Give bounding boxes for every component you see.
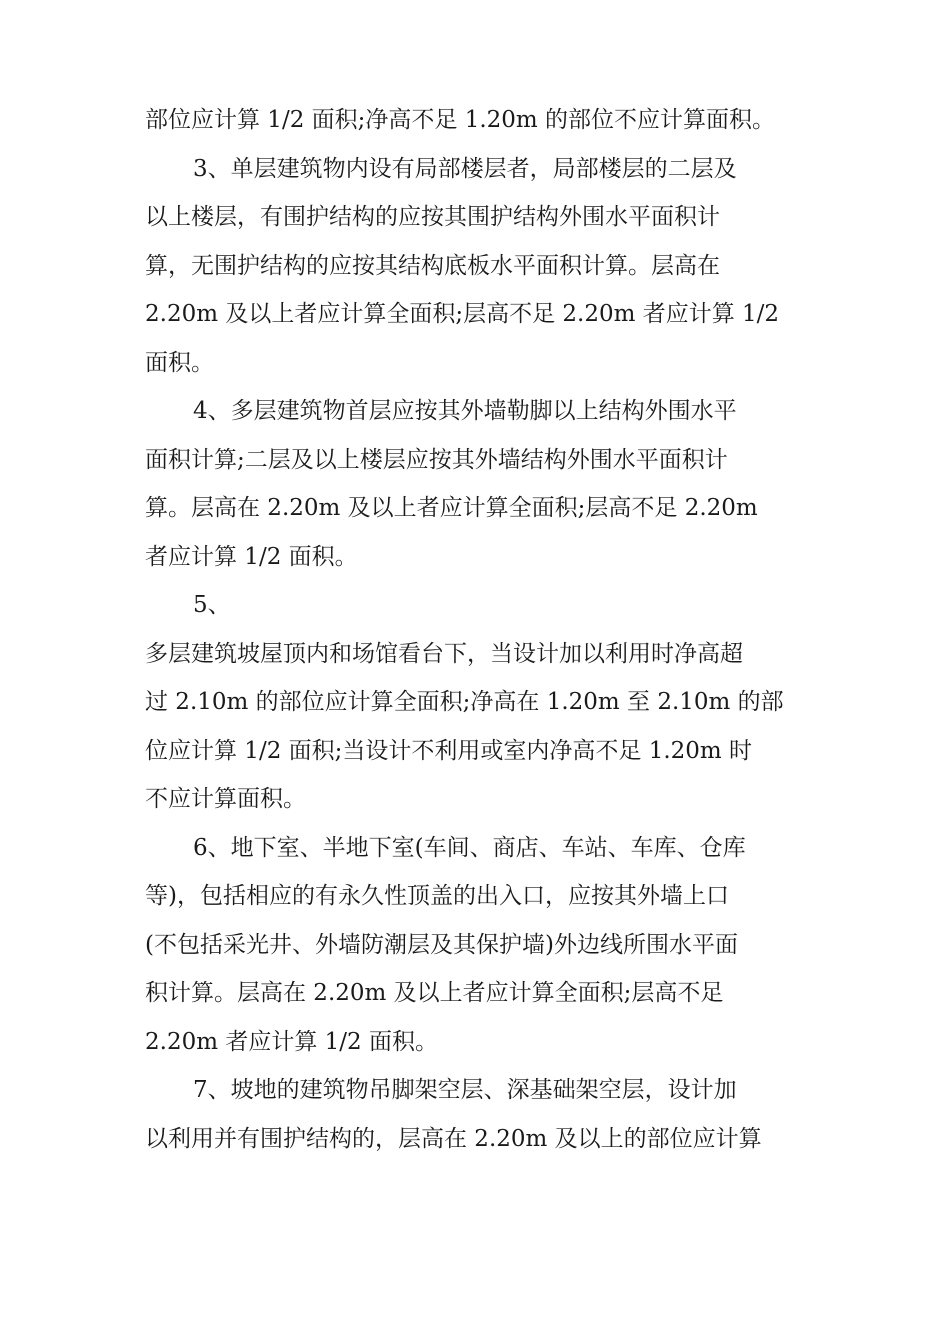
text-line: 以上楼层，有围护结构的应按其围护结构外围水平面积计 xyxy=(145,204,720,230)
text-line: 4、多层建筑物首层应按其外墙勒脚以上结构外围水平 xyxy=(193,398,737,424)
text-line: 7、坡地的建筑物吊脚架空层、深基础架空层，设计加 xyxy=(193,1077,737,1103)
text-line: 过 2.10m 的部位应计算全面积;净高在 1.20m 至 2.10m 的部 xyxy=(145,689,784,715)
text-line: 算，无围护结构的应按其结构底板水平面积计算。层高在 xyxy=(145,252,720,279)
text-line: 等)，包括相应的有永久性顶盖的出入口，应按其外墙上口 xyxy=(145,883,729,909)
text-line: 3、单层建筑物内设有局部楼层者，局部楼层的二层及 xyxy=(193,155,737,182)
text-line: 积计算。层高在 2.20m 及以上者应计算全面积;层高不足 xyxy=(145,980,724,1006)
text-line: 6、地下室、半地下室(车间、商店、车站、车库、仓库 xyxy=(193,834,746,861)
text-line: 不应计算面积。 xyxy=(145,786,306,812)
text-line: 多层建筑坡屋顶内和场馆看台下，当设计加以利用时净高超 xyxy=(145,640,743,667)
text-line: 2.20m 者应计算 1/2 面积。 xyxy=(145,1028,438,1055)
text-line: 面积。 xyxy=(145,349,214,376)
text-line: 2.20m 及以上者应计算全面积;层高不足 2.20m 者应计算 1/2 xyxy=(145,301,780,327)
document-body xyxy=(145,96,815,1163)
text-line: 面积计算;二层及以上楼层应按其外墙结构外围水平面积计 xyxy=(145,446,728,473)
text-line: 算。层高在 2.20m 及以上者应计算全面积;层高不足 2.20m xyxy=(145,495,758,521)
text-line: 部位应计算 1/2 面积;净高不足 1.20m 的部位不应计算面积。 xyxy=(145,107,776,133)
text-line: 者应计算 1/2 面积。 xyxy=(145,543,358,570)
text-line: 以利用并有围护结构的，层高在 2.20m 及以上的部位应计算 xyxy=(145,1125,762,1152)
text-line: 位应计算 1/2 面积;当设计不利用或室内净高不足 1.20m 时 xyxy=(145,737,753,764)
text-line: (不包括采光井、外墙防潮层及其保护墙)外边线所围水平面 xyxy=(145,931,738,958)
text-line: 5、 xyxy=(193,592,231,618)
